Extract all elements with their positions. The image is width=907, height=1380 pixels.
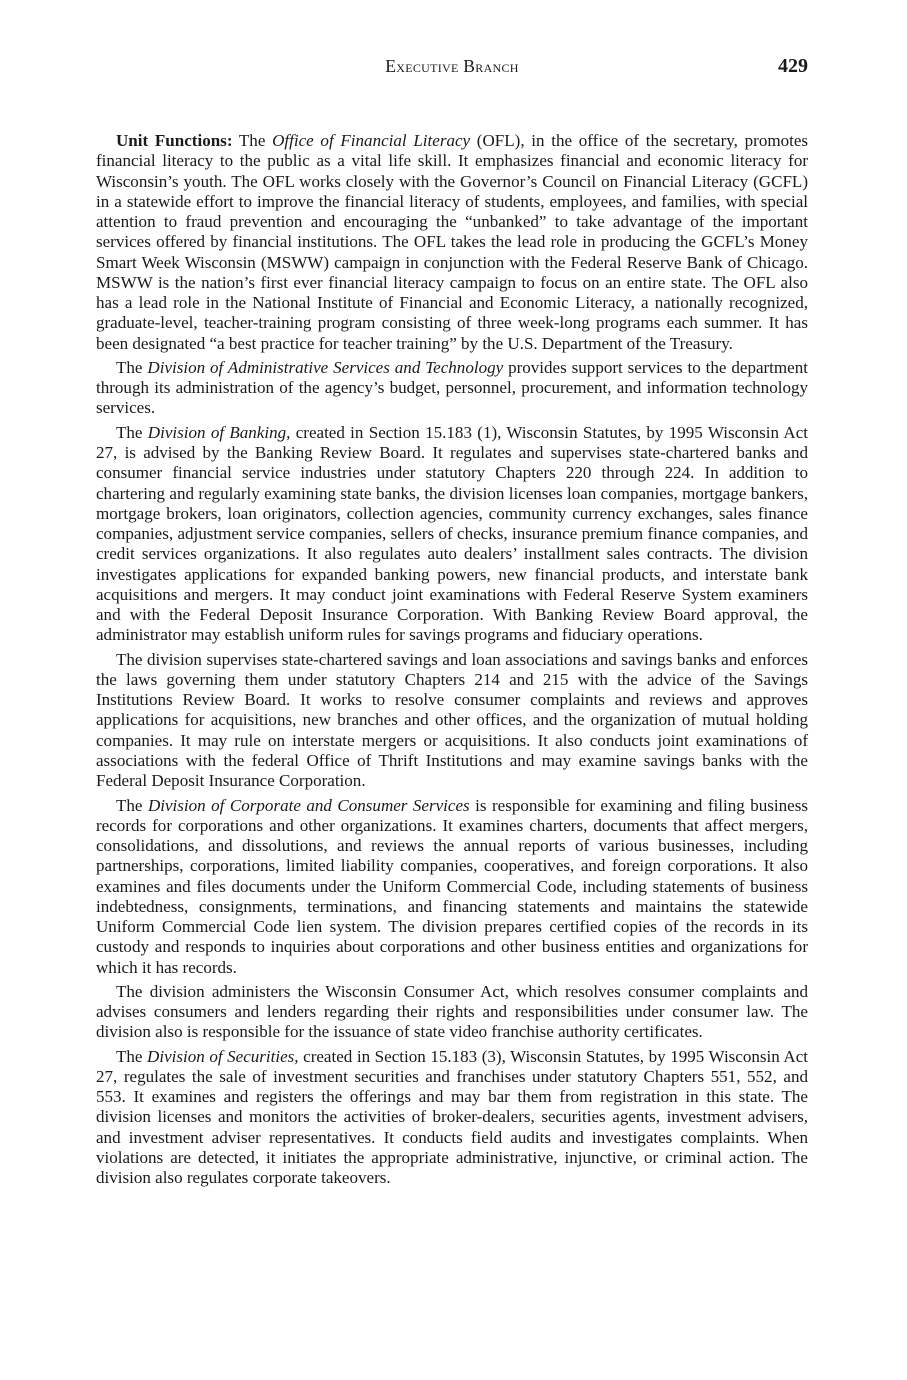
text-run: The (116, 357, 148, 377)
unit-name: Division of Corporate and Consumer Services (147, 795, 470, 815)
page-number: 429 (778, 55, 808, 77)
section-lead-heading: Unit Functions: (116, 131, 233, 150)
paragraph-banking (96, 423, 808, 646)
unit-name: Division of Banking, (147, 422, 291, 442)
unit-name: Division of Administrative Services and Technology (147, 357, 504, 377)
paragraph-savings (96, 650, 808, 792)
running-title: Executive Branch (385, 56, 519, 76)
text-run: The division administers the Wisconsin Consumer Act, which resolves consumer complaints and advises consumers and lenders regarding their rights and responsibilities under consumer law. The division also is responsible for the issuance of state video franchise authority certificates. (96, 981, 808, 1042)
paragraph-unit-functions (96, 131, 808, 354)
text-run: The (116, 422, 148, 442)
text-run: The division supervises state-chartered savings and loan associations and savings banks and enforces the laws governing them under statutory Chapters 214 and 215 with the advice of the Savings Institutions Review Board. It works to resolve consumer complaints and reviews and approves applications for acquisitions, new branches and other offices, and the organization of mutual holding companies. It may rule on interstate mergers or acquisitions. It also conducts joint examinations of associations with the federal Office of Thrift Institutions and may examine savings banks with the Federal Deposit Insurance Corporation. (96, 649, 808, 791)
text-run: provides support services to the department through its administration of the agency’s budget, personnel, procurement, and information technology services. (96, 357, 808, 418)
body-text (96, 131, 808, 1189)
text-run: The (116, 1046, 148, 1066)
text-run: created in Section 15.183 (3), Wisconsin Statutes, by 1995 Wisconsin Act 27, regulates the sale of investment securities and franchises under statutory Chapters 551, 552, and 553. It examines and registers the offerings and may bar them from registration in this state. The division licenses and monitors the activities of broker-dealers, securities agents, investment advisers, and investment adviser representatives. It conducts field audits and investigates complaints. When violations are detected, it initiates the appropriate administrative, injunctive, or criminal action. The division also regulates corporate takeovers. (96, 1046, 808, 1188)
text-run: The (232, 131, 273, 150)
paragraph-admin-services (96, 358, 808, 419)
text-run: is responsible for examining and filing business records for corporations and other organizations. It examines charters, documents that affect mergers, consolidations, and dissolutions, and reviews the annual reports of various businesses, including partnerships, corporations, limited liability companies, cooperatives, and foreign corporations. It also examines and files documents under the Uniform Commercial Code, including statements of business indebtedness, consignments, terminations, and financing statements and maintains the statewide Uniform Commercial Code lien system. The division prepares certified copies of the records in its custody and responds to inquiries about corporations and other business entities and organizations for which it has records. (96, 795, 808, 977)
unit-name: Office of Financial Literacy (272, 131, 471, 150)
text-run: (OFL), in the office of the secretary, promotes financial literacy to the public as a vital life skill. It emphasizes financial and economic literacy for Wisconsin’s youth. The OFL works closely with the Governor’s Council on Financial Literacy (GCFL) in a statewide effort to improve the financial literacy of students, employees, and families, with special attention to fraud prevention and encouraging the “unbanked” to take advantage of the important services offered by financial institutions. The OFL takes the lead role in producing the GCFL’s Money Smart Week Wisconsin (MSWW) campaign in conjunction with the Federal Reserve Bank of Chicago. MSWW is the nation’s first ever financial literacy campaign to focus on an entire state. The OFL also has a lead role in the National Institute of Financial and Economic Literacy, a nationally recognized, graduate-level, teacher-training program consisting of three week-long programs each summer. It has been designated “a best practice for teacher training” by the U.S. Department of the Treasury. (96, 131, 809, 353)
text-run: The (116, 795, 148, 815)
unit-name: Division of Securities, (147, 1046, 299, 1066)
running-header (96, 56, 808, 80)
paragraph-corporate-consumer (96, 796, 808, 978)
text-run: created in Section 15.183 (1), Wisconsin Statutes, by 1995 Wisconsin Act 27, is advised by the Banking Review Board. It regulates and supervises state-chartered banks and consumer financial service industries under statutory Chapters 220 through 224. In addition to chartering and regularly examining state banks, the division licenses loan companies, mortgage bankers, mortgage brokers, loan originators, collection agencies, community currency exchanges, sales finance companies, adjustment service companies, sellers of checks, insurance premium finance companies, and credit services organizations. It also regulates auto dealers’ installment sales contracts. The division investigates applications for expanded banking powers, new financial products, and interstate bank acquisitions and mergers. It may conduct joint examinations with Federal Reserve System examiners and with the Federal Deposit Insurance Corporation. With Banking Review Board approval, the administrator may establish uniform rules for savings programs and fiduciary operations. (96, 422, 809, 645)
paragraph-consumer-act (96, 982, 808, 1043)
paragraph-securities (96, 1047, 808, 1189)
